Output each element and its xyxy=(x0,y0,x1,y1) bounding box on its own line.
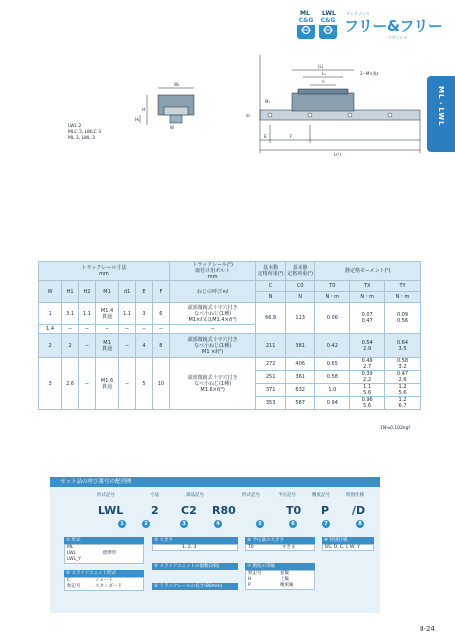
table-row: 1 3.1 1.1 M1.4 貫通 1.1 3 6 頭部微鏡式十字穴付き なべ小ねじ(1種) M1×ℓ又はM1.4×ℓ(³) 66.8 113 0.06 0.07 0.47 0.09 0.56 xyxy=(39,303,421,325)
col-d1: d1 xyxy=(119,281,136,303)
dim-label-e: E xyxy=(264,134,267,139)
preload-val-clearance: すきま xyxy=(282,545,296,550)
col-h2: H2 xyxy=(79,281,96,303)
dim-label-2m: 2−M×奥ℓ xyxy=(360,71,379,76)
preload-row-t0: T0 xyxy=(248,545,254,550)
c-and-g-badge-ml: C&G xyxy=(297,17,315,39)
code-p: P xyxy=(321,504,330,517)
col-t0: T0 xyxy=(315,281,350,292)
table-row: 371 632 1.0 1.1 5.6 1.2 5.6 xyxy=(39,384,421,397)
seg-number-2: 2 xyxy=(142,520,150,528)
special-values: BS, D, E, I, W, Y xyxy=(325,545,361,550)
dim-label-l-total: L(¹) xyxy=(334,152,341,157)
dim-label-l: (L) xyxy=(318,64,324,69)
col-w: W xyxy=(39,281,62,303)
c-and-g-icon xyxy=(321,25,335,35)
unit-c: N xyxy=(256,292,286,303)
dim-label-h: H xyxy=(142,107,146,112)
code-r80: R80 xyxy=(212,504,236,517)
hdr-track-rail-dims: トラックレール寸法 mm xyxy=(39,262,170,281)
unit-c0: N xyxy=(285,292,315,303)
seg-number-8: 8 xyxy=(356,520,364,528)
table-row: 2 2 − M1 貫通 − 4 8 頭部微鏡式十字穴付き なべ小ねじ(1種) M1 ×ℓ(³) 211 381 0.42 0.54 2.9 0.64 3.5 xyxy=(39,334,421,358)
seg-label-accuracy: 精度記号 xyxy=(312,493,330,498)
seg-number-6: 6 xyxy=(289,520,297,528)
hdr-static-moment: 静定格モーメント(²) xyxy=(315,262,421,281)
hdr-dynamic-load: 基本動 定格荷重(²) xyxy=(256,262,286,281)
section-size-title: ③ 大きさ xyxy=(152,537,238,544)
brand-small-text: メンテナンス xyxy=(346,11,370,16)
table-row: 353 587 0.94 0.96 5.6 1.2 6.7 xyxy=(39,397,421,410)
slide-row-c: C xyxy=(67,578,71,583)
seg-label-special: 特別仕様 xyxy=(346,493,364,498)
badge-ml-label: ML xyxy=(300,10,310,17)
brand-sub-text: ステンレス xyxy=(388,35,408,40)
table-row: 3 2.6 − M1.6 貫通 − 5 10 頭部微鏡式十字穴付き なべ小ねじ(1種) M1.6×ℓ(³) 272 406 0.65 0.49 2.7 0.58 3.2 xyxy=(39,358,421,371)
col-c0: C0 xyxy=(285,281,315,292)
section-side-tab: ML・LWL xyxy=(427,76,455,152)
section-accuracy-title: ⑦ 精度の等級 xyxy=(245,563,315,570)
slide-val-short: ショート xyxy=(95,578,113,583)
slide-row-std: 無記号 xyxy=(67,584,81,589)
badge-lwl-label: LWL xyxy=(322,10,336,17)
dim-label-n: n xyxy=(322,79,325,84)
model-list: LWL 2 MLC 3, LWLC 3 ML 3, LWL 3 xyxy=(68,124,102,141)
dimension-drawing xyxy=(60,55,425,245)
seg-number-4: 4 xyxy=(214,520,222,528)
accuracy-row-normal: 無記号 xyxy=(248,571,262,576)
dim-label-d1: d₁ xyxy=(246,113,251,118)
code-lwl: LWL xyxy=(98,504,124,517)
type-note: 標準形 xyxy=(103,551,117,556)
accuracy-val-normal: 並級 xyxy=(280,571,289,576)
code-size: 2 xyxy=(151,504,159,517)
c-and-g-icon xyxy=(299,25,313,35)
dim-label-w1: W₁ xyxy=(174,82,180,87)
seg-label-preload: 予圧記号 xyxy=(278,493,296,498)
section-special-title: ⑧ 特別仕様 xyxy=(322,537,374,544)
section-rail-length-title: ⑤ トラックレールの長さ(80mm) xyxy=(152,583,238,590)
accuracy-row-p: P xyxy=(248,583,251,588)
code-d: /D xyxy=(352,504,366,517)
seg-label-size: 寸法 xyxy=(150,493,159,498)
dim-label-h1: H₁ xyxy=(135,117,140,122)
dim-label-l1: L₁ xyxy=(322,71,326,76)
dim-label-m1: M₁ xyxy=(265,99,271,104)
col-e: E xyxy=(136,281,153,303)
seg-label-type: 形式記号 xyxy=(97,493,115,498)
col-bolt: ねじの呼び×ℓ xyxy=(169,281,256,303)
seg-label-type2: 形式記号 xyxy=(242,493,260,498)
dim-label-w: W xyxy=(170,125,174,130)
accuracy-row-h: H xyxy=(248,577,252,582)
accuracy-val-precision: 精密級 xyxy=(280,583,294,588)
col-c: C xyxy=(256,281,286,292)
section-type-title: ① 形式 xyxy=(64,537,144,544)
type-row-ml: ML xyxy=(67,545,74,550)
table-row: 1.4 − − − − − − − xyxy=(39,325,421,334)
seg-number-7: 7 xyxy=(322,520,330,528)
page-number: Ⅱ-24 xyxy=(420,625,435,633)
col-tx: TX xyxy=(350,281,385,292)
table-footnote: 1N≒0.102kgf xyxy=(380,426,410,431)
accuracy-val-high: 上級 xyxy=(280,577,289,582)
unit-t0: N・m xyxy=(315,292,350,303)
dim-label-f: F xyxy=(290,134,293,139)
slide-val-standard: スタンダード xyxy=(95,584,122,589)
code-c2: C2 xyxy=(181,504,197,517)
section-preload-title: ⑥ 予圧量の大きさ xyxy=(245,537,315,544)
c-and-g-badge-lwl: C&G xyxy=(319,17,337,39)
seg-label-part: 部品記号 xyxy=(186,493,204,498)
unit-ty: N・m xyxy=(385,292,421,303)
legend-title: セット品の呼び番号の配列例 xyxy=(50,477,380,487)
size-values: 1, 2, 3 xyxy=(182,545,197,550)
section-unit-count-title: ④ スライドユニットの個数(2個) xyxy=(152,563,238,570)
col-m1: M1 xyxy=(95,281,118,303)
section-preload-box xyxy=(245,544,315,551)
col-f: F xyxy=(152,281,169,303)
brand-logo: フリー&フリー xyxy=(344,17,443,35)
unit-tx: N・m xyxy=(350,292,385,303)
spec-table xyxy=(38,261,421,410)
seg-number-1: 1 xyxy=(118,520,126,528)
col-ty: TY xyxy=(385,281,421,292)
code-t0: T0 xyxy=(286,504,302,517)
seg-number-5: 5 xyxy=(256,520,264,528)
hdr-mounting-bolt: トラックレール(¹) 取付け用ボルト mm xyxy=(169,262,256,281)
col-h1: H1 xyxy=(62,281,79,303)
seg-number-3: 3 xyxy=(180,520,188,528)
section-slide-unit-title: ② スライドユニット形式 xyxy=(64,570,144,577)
type-row-lwly: LWL_Y xyxy=(67,557,82,562)
type-row-lwl: LWL xyxy=(67,551,77,556)
hdr-static-load: 基本静 定格荷重(²) xyxy=(285,262,315,281)
table-row: 251 361 0.58 0.39 2.2 0.47 2.6 xyxy=(39,371,421,384)
